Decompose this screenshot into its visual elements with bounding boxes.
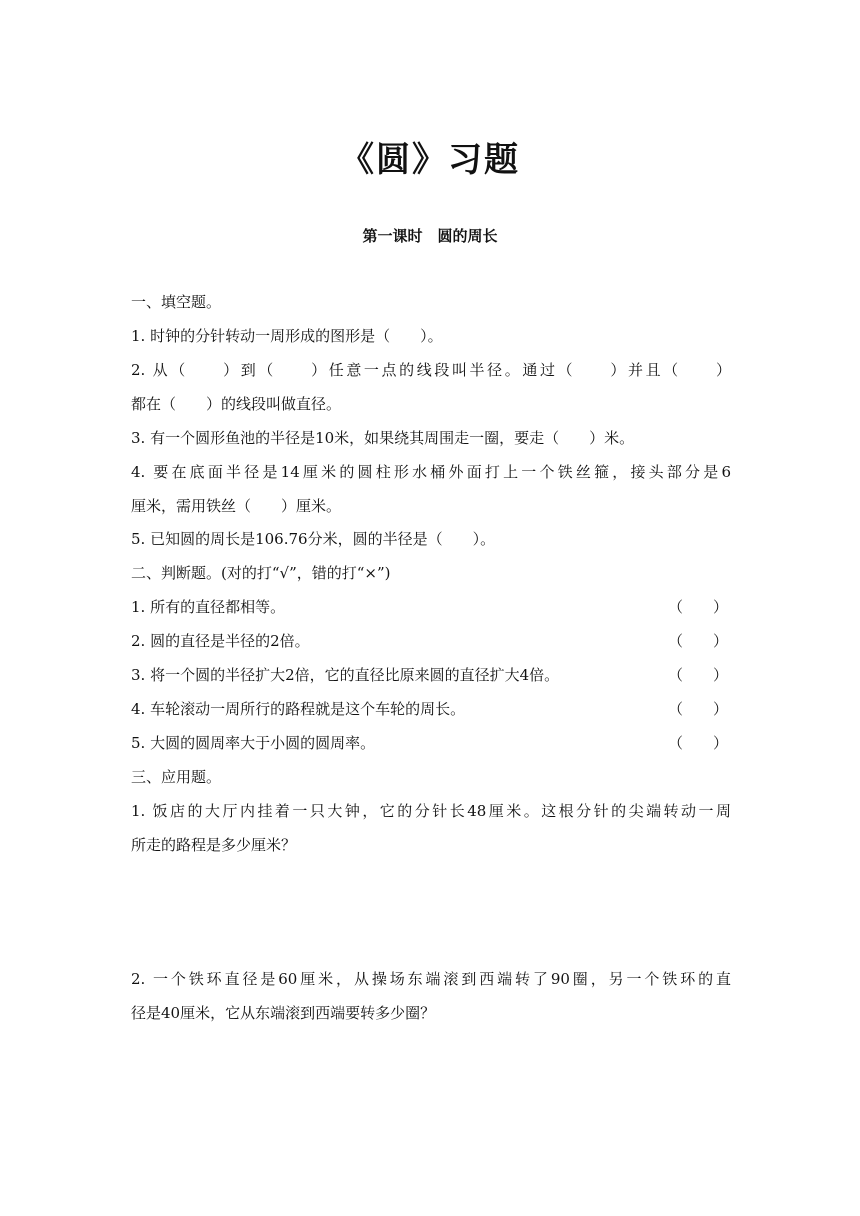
application-q2-line2: 径是40厘米，它从东端滚到西端要转多少圈？: [131, 1004, 436, 1022]
section-true-false-heading: 二、判断题。(对的打“√”，错的打“×”): [131, 564, 391, 582]
page-title: 《圆》习题: [340, 140, 520, 180]
true-false-q3: 3. 将一个圆的半径扩大2倍，它的直径比原来圆的直径扩大4倍。: [131, 666, 560, 684]
answer-bracket: （ ）: [668, 598, 729, 616]
fill-blank-q3: 3. 有一个圆形鱼池的半径是10米，如果绕其周围走一圈，要走（ ）米。: [131, 429, 635, 447]
application-q1-line1: 1. 饭店的大厅内挂着一只大钟，它的分针长48厘米。这根分针的尖端转动一周: [131, 802, 731, 820]
section-application-heading: 三、应用题。: [131, 768, 222, 786]
true-false-q5: 5. 大圆的圆周率大于小圆的圆周率。: [131, 734, 376, 752]
application-q2-line1: 2. 一个铁环直径是60厘米，从操场东端滚到西端转了90圈，另一个铁环的直: [131, 970, 731, 988]
answer-bracket: （ ）: [668, 632, 729, 650]
true-false-q4: 4. 车轮滚动一周所行的路程就是这个车轮的周长。: [131, 700, 466, 718]
fill-blank-q2-line1: 2. 从（ ）到（ ）任意一点的线段叫半径。通过（ ）并且（ ）: [131, 361, 731, 379]
lesson-subtitle: 第一课时 圆的周长: [362, 227, 498, 245]
answer-bracket: （ ）: [668, 734, 729, 752]
fill-blank-q2-line2: 都在（ ）的线段叫做直径。: [131, 395, 342, 413]
fill-blank-q1: 1. 时钟的分针转动一周形成的图形是（ ）。: [131, 327, 443, 345]
application-q1-line2: 所走的路程是多少厘米？: [131, 836, 297, 854]
true-false-q1: 1. 所有的直径都相等。: [131, 598, 286, 616]
true-false-q2: 2. 圆的直径是半径的2倍。: [131, 632, 310, 650]
fill-blank-q4-line1: 4. 要在底面半径是14厘米的圆柱形水桶外面打上一个铁丝箍，接头部分是6: [131, 463, 731, 481]
answer-bracket: （ ）: [668, 666, 729, 684]
fill-blank-q5: 5. 已知圆的周长是106.76分米，圆的半径是（ ）。: [131, 530, 496, 548]
answer-bracket: （ ）: [668, 700, 729, 718]
fill-blank-q4-line2: 厘米，需用铁丝（ ）厘米。: [131, 497, 342, 515]
section-fill-blank-heading: 一、填空题。: [131, 293, 222, 311]
